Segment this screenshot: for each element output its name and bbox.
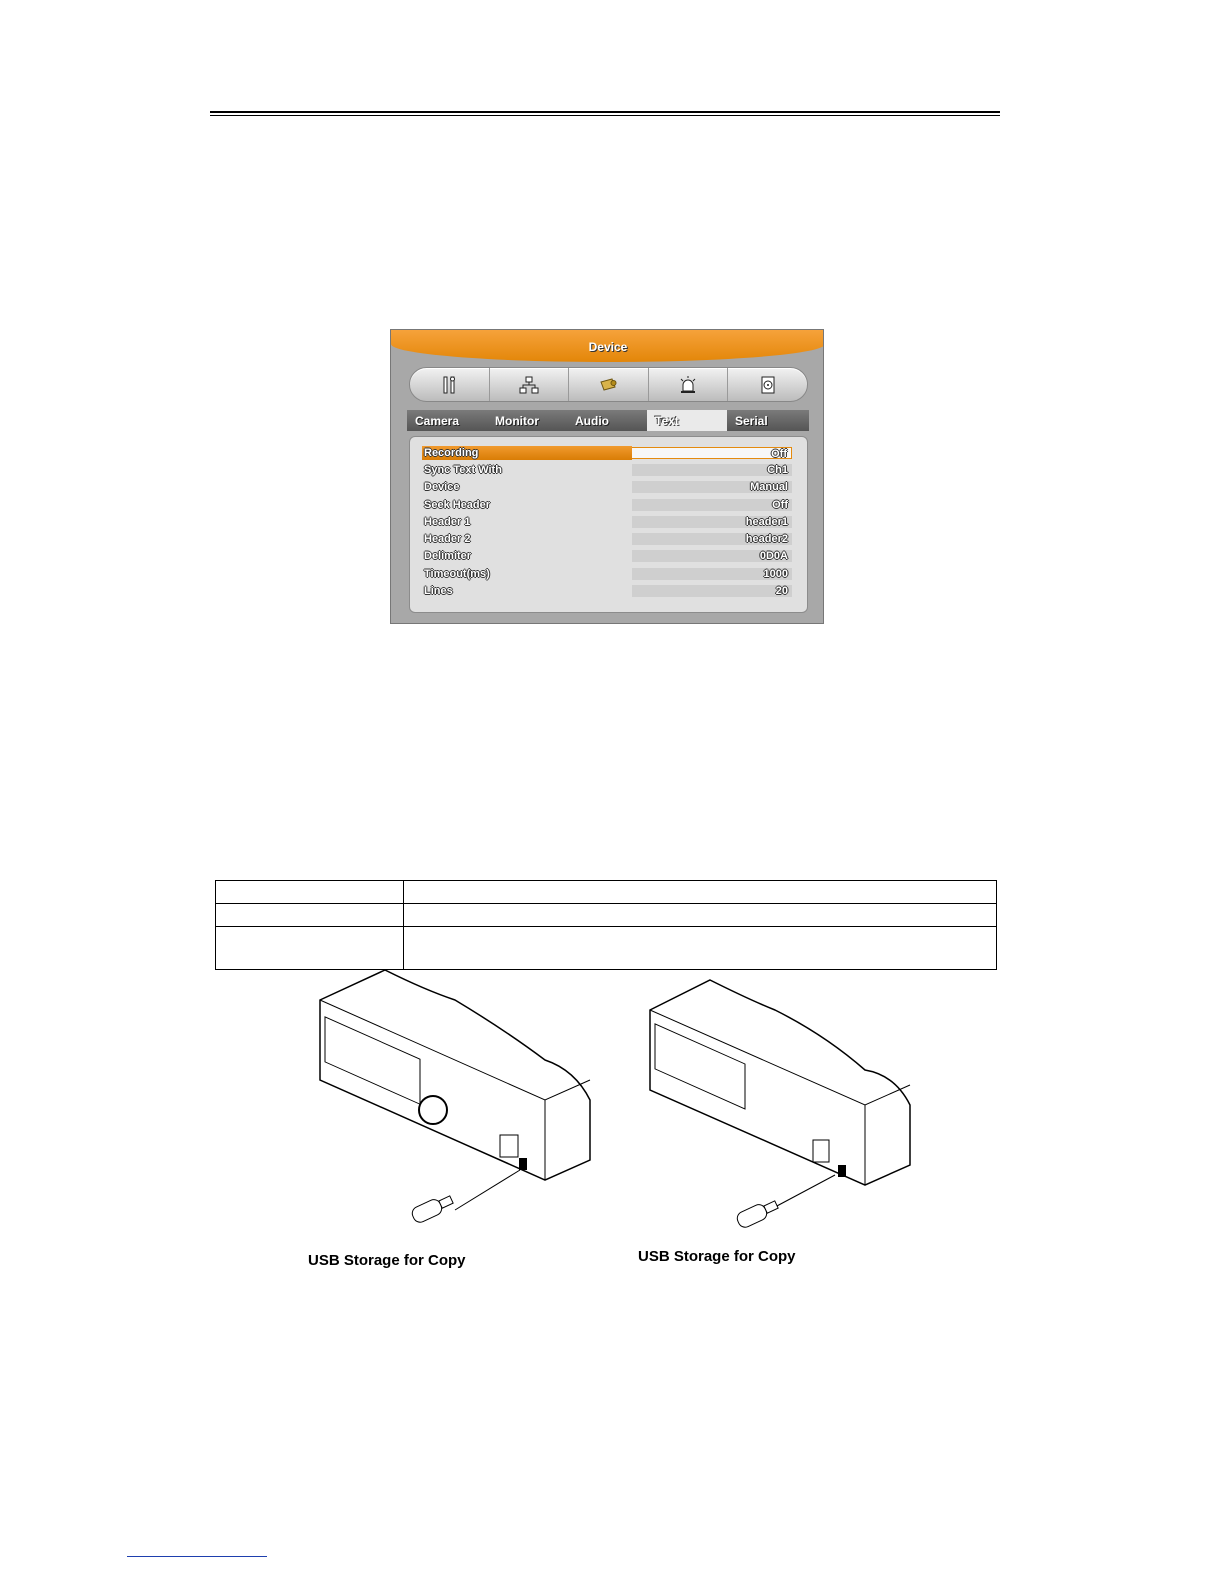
setting-label: Timeout(ms) xyxy=(424,567,490,580)
setting-label: Recording xyxy=(422,446,632,460)
footer-link-underline[interactable] xyxy=(127,1556,267,1557)
settings-list xyxy=(409,436,808,613)
alarm-icon[interactable] xyxy=(649,368,729,401)
disk-icon[interactable] xyxy=(728,368,807,401)
caption-left: USB Storage for Copy xyxy=(308,1252,466,1269)
setting-value[interactable]: Manual xyxy=(632,481,792,493)
table-row xyxy=(216,904,997,927)
setting-row-sync-text-with[interactable] xyxy=(422,461,797,478)
setting-value[interactable]: 20 xyxy=(632,585,792,597)
tab-serial[interactable]: Serial xyxy=(735,414,768,428)
setting-label: Device xyxy=(424,481,460,494)
setting-label: Lines xyxy=(424,585,453,598)
menu-tabs xyxy=(407,410,809,431)
setting-label: Header 1 xyxy=(424,515,471,528)
header-rule xyxy=(210,111,1000,116)
camera-icon[interactable] xyxy=(569,368,649,401)
tab-camera[interactable]: Camera xyxy=(415,414,460,428)
setting-row-seek-header[interactable] xyxy=(422,496,797,513)
tab-monitor[interactable]: Monitor xyxy=(495,414,539,428)
device-menu-screenshot xyxy=(390,329,824,624)
menu-title: Device xyxy=(588,340,628,354)
setting-row-timeout[interactable] xyxy=(422,565,797,582)
dvr-illustration-left xyxy=(305,970,605,1240)
setting-row-header-2[interactable] xyxy=(422,530,797,547)
tab-audio[interactable]: Audio xyxy=(575,414,609,428)
setting-row-lines[interactable] xyxy=(422,582,797,599)
dvr-illustration-right xyxy=(635,975,925,1235)
menu-title-bar xyxy=(391,330,824,362)
setting-row-recording[interactable] xyxy=(422,444,797,461)
setting-row-delimiter[interactable] xyxy=(422,548,797,565)
network-icon[interactable] xyxy=(490,368,570,401)
setting-value[interactable]: Off xyxy=(632,499,792,511)
setting-row-header-1[interactable] xyxy=(422,513,797,530)
setting-value[interactable]: 0D0A xyxy=(632,550,792,562)
caption-right: USB Storage for Copy xyxy=(638,1248,796,1265)
tab-text[interactable]: Text xyxy=(647,410,727,431)
table-row xyxy=(216,927,997,970)
setting-value[interactable]: Off xyxy=(632,447,792,459)
setting-label: Header 2 xyxy=(424,533,471,546)
setting-value[interactable]: header2 xyxy=(632,533,792,545)
info-table xyxy=(215,880,997,970)
setting-value[interactable]: Ch1 xyxy=(632,464,792,476)
setting-value[interactable]: 1000 xyxy=(632,568,792,580)
setting-label: Sync Text With xyxy=(424,463,502,476)
setting-label: Seek Header xyxy=(424,498,491,511)
menu-icon-bar xyxy=(409,367,808,402)
setting-value[interactable]: header1 xyxy=(632,516,792,528)
setting-row-device[interactable] xyxy=(422,479,797,496)
setting-label: Delimiter xyxy=(424,550,472,563)
tools-icon[interactable] xyxy=(410,368,490,401)
table-row xyxy=(216,881,997,904)
